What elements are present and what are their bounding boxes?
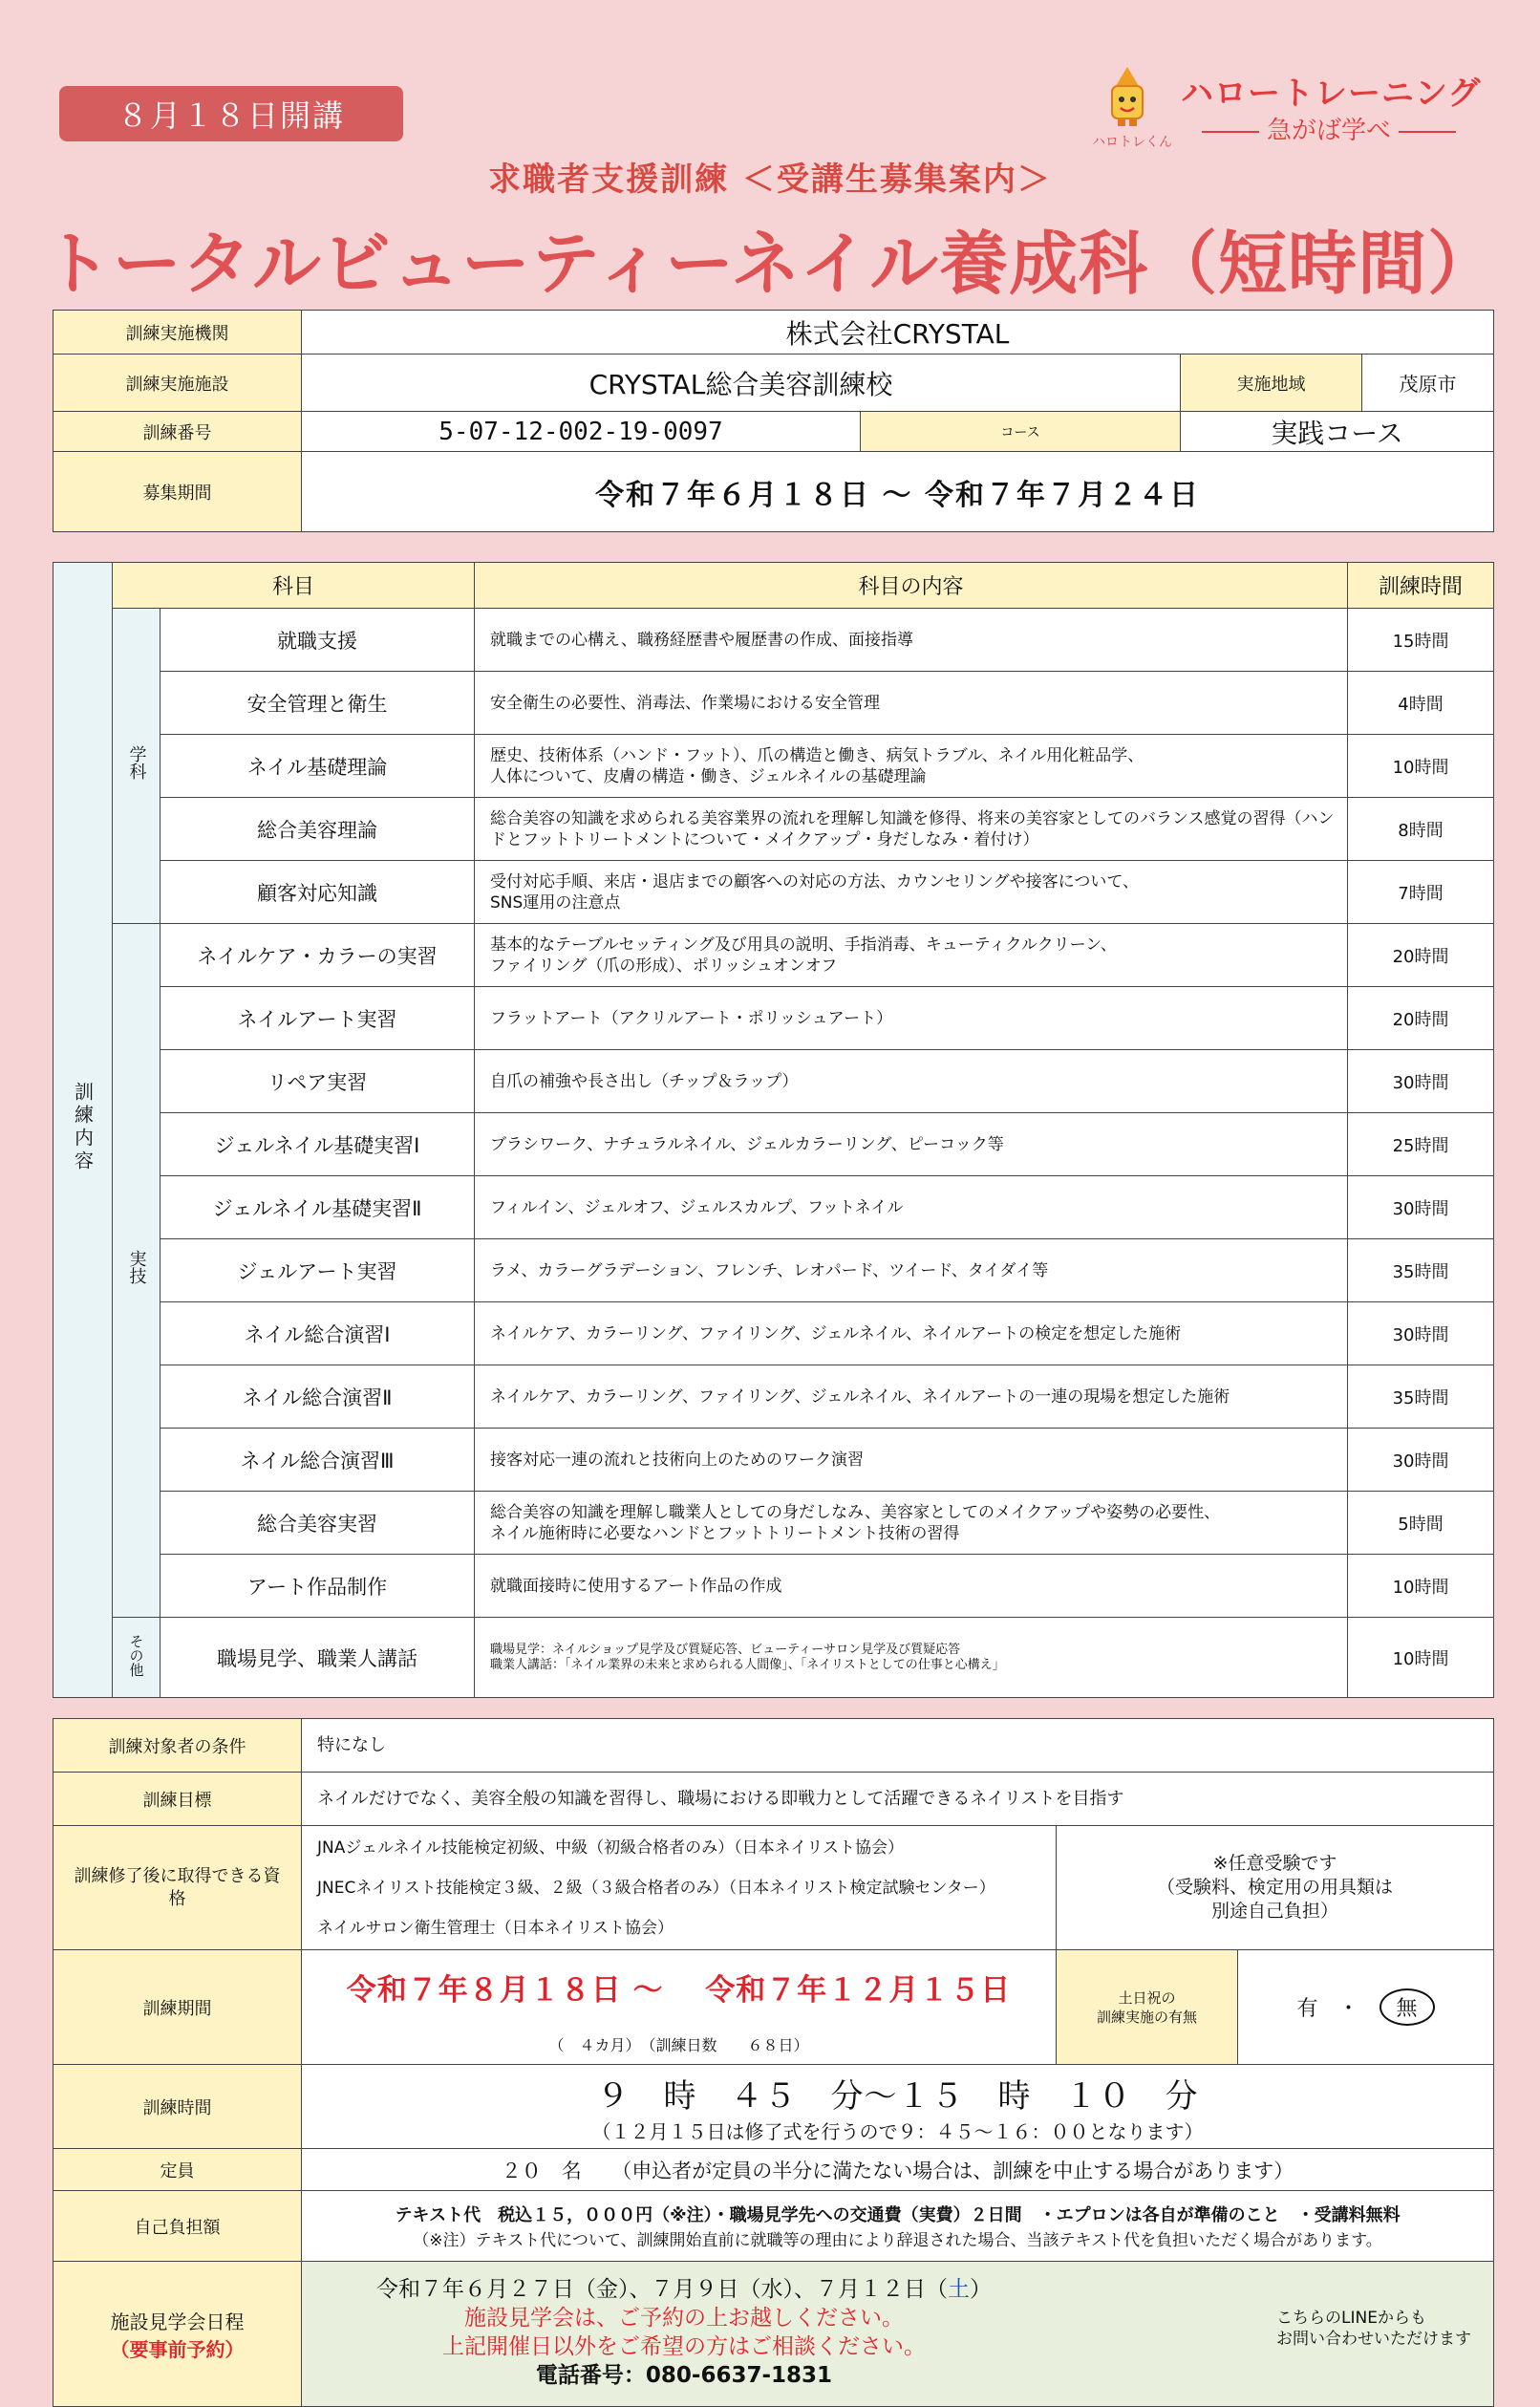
area-label: 実施地域 xyxy=(1181,355,1362,412)
target-value: 特になし xyxy=(302,1719,1494,1773)
subject-content: 就職面接時に使用するアート作品の作成 xyxy=(475,1555,1348,1618)
tour-label-note: （要事前予約） xyxy=(110,2337,245,2361)
subject-hours: 10時間 xyxy=(1348,1555,1494,1618)
subject-name: ネイル基礎理論 xyxy=(160,735,475,798)
facility-label: 訓練実施施設 xyxy=(53,355,302,412)
subject-hours: 8時間 xyxy=(1348,798,1494,861)
subject-hours: 30時間 xyxy=(1348,1429,1494,1492)
subject-hours: 30時間 xyxy=(1348,1050,1494,1113)
period-value: 令和７年６月１８日 ～ 令和７年７月２４日 xyxy=(302,452,1494,532)
subject-name: ネイル総合演習Ⅲ xyxy=(160,1429,475,1492)
hours-cell xyxy=(302,2065,1494,2149)
subject-hours: 5時間 xyxy=(1348,1492,1494,1555)
period-label: 募集期間 xyxy=(53,452,302,532)
subject-name: リペア実習 xyxy=(160,1050,475,1113)
category-other: その他 xyxy=(113,1618,160,1698)
subject-content: フィルイン、ジェルオフ、ジェルスカルプ、フットネイル xyxy=(475,1176,1348,1239)
header-subject: 科目 xyxy=(113,563,475,609)
brand-tagline: 急がば学べ xyxy=(1181,111,1477,146)
subject-content: 自爪の補強や長さ出し（チップ＆ラップ） xyxy=(475,1050,1348,1113)
subject-content: ブラシワーク、ナチュラルネイル、ジェルカラーリング、ピーコック等 xyxy=(475,1113,1348,1176)
subject-hours: 10時間 xyxy=(1348,1618,1494,1698)
qualification-item: ネイルサロン衛生管理士（日本ネイリスト協会） xyxy=(317,1918,674,1938)
subject-content: 基本的なテーブルセッティング及び用具の説明、手指消毒、キューティクルクリーン、 ファイリング（爪の形成）、ポリッシュオンオフ xyxy=(475,924,1348,987)
subject-content: 接客対応一連の流れと技術向上のためのワーク演習 xyxy=(475,1429,1348,1492)
cost-cell xyxy=(302,2191,1494,2262)
weekend-yes: 有 xyxy=(1296,1997,1318,2021)
hello-training-logo xyxy=(1089,65,1490,157)
subject-content: 職場見学：ネイルショップ見学及び質疑応答、ビューティーサロン見学及び質疑応答 職業人講話：「ネイル業界の未来と求められる人間像」、「ネイリストとしての仕事と心構え」 xyxy=(475,1618,1348,1698)
subject-content: 歴史、技術体系（ハンド・フット）、爪の構造と働き、病気トラブル、ネイル用化粧品学、 人体について、皮膚の構造・働き、ジェルネイルの基礎理論 xyxy=(475,735,1348,798)
tour-label: 施設見学会日程 xyxy=(110,2310,245,2333)
subject-hours: 30時間 xyxy=(1348,1176,1494,1239)
cost-value: テキスト代 税込１５，０００円（※注）・職場見学先への交通費（実費）２日間 ・エプロンは各自が準備のこと ・受講料無料 xyxy=(395,2205,1401,2225)
tour-dates: 令和７年６月２７日（金）、７月９日（水）、７月１２日（土） xyxy=(376,2277,992,2302)
mascot-icon xyxy=(1099,65,1156,128)
goal-value: ネイルだけでなく、美容全般の知識を習得し、職場における即戦力として活躍できるネイリストを目指す xyxy=(302,1773,1494,1826)
subject-name: 安全管理と衛生 xyxy=(160,672,475,735)
org-value: 株式会社CRYSTAL xyxy=(302,311,1494,355)
line-note: こちらのLINEからも お問い合わせいただけます xyxy=(1276,2309,1471,2349)
subject-name: 顧客対応知識 xyxy=(160,861,475,924)
weekend-label: 土日祝の 訓練実施の有無 xyxy=(1057,1950,1238,2065)
tour-label-cell xyxy=(53,2262,302,2407)
subject-hours: 20時間 xyxy=(1348,924,1494,987)
number-label: 訓練番号 xyxy=(53,412,302,452)
hours-note: （１２月１５日は修了式を行うので９：４５～１６：００となります） xyxy=(591,2119,1204,2143)
term-label: 訓練期間 xyxy=(53,1950,302,2065)
subject-name: ジェルアート実習 xyxy=(160,1239,475,1302)
subject-name: 就職支援 xyxy=(160,609,475,672)
weekend-value: 有 ・ 無 xyxy=(1238,1950,1494,2065)
subject-name: ネイルアート実習 xyxy=(160,987,475,1050)
subject-hours: 35時間 xyxy=(1348,1239,1494,1302)
subject-hours: 7時間 xyxy=(1348,861,1494,924)
category-practical: 実技 xyxy=(113,924,160,1618)
category-academic: 学科 xyxy=(113,609,160,924)
subject-hours: 15時間 xyxy=(1348,609,1494,672)
subject-content: ネイルケア、カラーリング、ファイリング、ジェルネイル、ネイルアートの一連の現場を想定した施術 xyxy=(475,1365,1348,1429)
hours-label: 訓練時間 xyxy=(53,2065,302,2149)
details-table xyxy=(53,1718,1494,2407)
subject-name: ジェルネイル基礎実習Ⅱ xyxy=(160,1176,475,1239)
header-hours: 訓練時間 xyxy=(1348,563,1494,609)
header-content: 科目の内容 xyxy=(475,563,1348,609)
capacity-label: 定員 xyxy=(53,2149,302,2191)
weekend-no-circled: 無 xyxy=(1380,1988,1435,2026)
subject-name: ネイル総合演習Ⅰ xyxy=(160,1302,475,1365)
subject-name: 総合美容理論 xyxy=(160,798,475,861)
tour-consult-note: 上記開催日以外をご希望の方はご相談ください。 xyxy=(442,2334,926,2359)
subject-content: 総合美容の知識を理解し職業人としての身だしなみ、美容家としてのメイクアップや姿勢の必要性、 ネイル施術時に必要なハンドとフットトリートメント技術の習得 xyxy=(475,1492,1348,1555)
course-value: 実践コース xyxy=(1181,412,1494,452)
brand-name: ハロートレーニング xyxy=(1181,75,1482,113)
number-value: 5-07-12-002-19-0097 xyxy=(302,412,861,452)
tour-saturday: 土 xyxy=(948,2277,970,2302)
subject-hours: 4時間 xyxy=(1348,672,1494,735)
qualification-item: JNAジェルネイル技能検定初級、中級（初級合格者のみ）（日本ネイリスト協会） xyxy=(317,1837,904,1858)
cost-note: （※注）テキスト代について、訓練開始直前に就職等の理由により辞退された場合、当該テキスト代を負担いただく場合があります。 xyxy=(413,2231,1382,2250)
target-label: 訓練対象者の条件 xyxy=(53,1719,302,1773)
subject-name: ネイルケア・カラーの実習 xyxy=(160,924,475,987)
tour-phone: 電話番号：080-6637-1831 xyxy=(535,2363,833,2388)
subject-hours: 20時間 xyxy=(1348,987,1494,1050)
term-sub: （ ４カ月） （訓練日数 ６８日） xyxy=(548,2035,809,2054)
subject-hours: 30時間 xyxy=(1348,1302,1494,1365)
subject-hours: 25時間 xyxy=(1348,1113,1494,1176)
quals-label: 訓練修了後に取得できる資格 xyxy=(53,1826,302,1950)
subject-name: ネイル総合演習Ⅱ xyxy=(160,1365,475,1429)
subject-content: ラメ、カラーグラデーション、フレンチ、レオパード、ツイード、タイダイ等 xyxy=(475,1239,1348,1302)
qualification-item: JNECネイリスト技能検定３級、２級（３級合格者のみ）（日本ネイリスト検定試験センター） xyxy=(317,1878,995,1898)
area-value: 茂原市 xyxy=(1362,355,1494,412)
term-value: 令和７年８月１８日 ～ 令和７年１２月１５日 xyxy=(346,1972,1012,2008)
facility-value: CRYSTAL総合美容訓練校 xyxy=(302,355,1181,412)
subject-hours: 10時間 xyxy=(1348,735,1494,798)
subject-hours: 35時間 xyxy=(1348,1365,1494,1429)
term-cell xyxy=(302,1950,1057,2065)
info-table xyxy=(53,310,1494,532)
subject-content: 総合美容の知識を求められる美容業界の流れを理解し知識を修得、将来の美容家としてのバランス感覚の習得（ハン ドとフットトリートメントについて・メイクアップ・身だしなみ・着付け） xyxy=(475,798,1348,861)
subject-name: ジェルネイル基礎実習Ⅰ xyxy=(160,1113,475,1176)
course-label: コース xyxy=(861,412,1181,452)
subject-content: 受付対応手順、来店・退店までの顧客への対応の方法、カウンセリングや接客について、 SNS運用の注意点 xyxy=(475,861,1348,924)
subject-content: 就職までの心構え、職務経歴書や履歴書の作成、面接指導 xyxy=(475,609,1348,672)
quals-list xyxy=(302,1826,1057,1950)
curriculum-side-label: 訓練内容 xyxy=(53,563,113,1698)
subject-content: フラットアート（アクリルアート・ポリッシュアート） xyxy=(475,987,1348,1050)
quals-note: ※任意受験です （受験料、検定用の用具類は 別途自己負担） xyxy=(1057,1826,1494,1950)
tour-cell xyxy=(302,2262,1494,2407)
mascot-name: ハロトレくん xyxy=(1092,135,1172,150)
curriculum-table xyxy=(53,562,1494,1698)
hours-value: ９ 時 ４５ 分～１５ 時 １０ 分 xyxy=(596,2076,1199,2116)
subject-content: 安全衛生の必要性、消毒法、作業場における安全管理 xyxy=(475,672,1348,735)
page-subtitle: 求職者支援訓練 ＜受講生募集案内＞ xyxy=(488,161,1052,199)
tour-reservation-note: 施設見学会は、ご予約の上お越しください。 xyxy=(464,2306,904,2331)
subject-name: 総合美容実習 xyxy=(160,1492,475,1555)
goal-label: 訓練目標 xyxy=(53,1773,302,1826)
subject-name: 職場見学、職業人講話 xyxy=(160,1618,475,1698)
subject-content: ネイルケア、カラーリング、ファイリング、ジェルネイル、ネイルアートの検定を想定した施術 xyxy=(475,1302,1348,1365)
opening-date-badge: ８月１８日開講 xyxy=(59,86,403,141)
capacity-value: ２０ 名 （申込者が定員の半分に満たない場合は、訓練を中止する場合があります） xyxy=(302,2149,1494,2191)
subject-name: アート作品制作 xyxy=(160,1555,475,1618)
org-label: 訓練実施機関 xyxy=(53,311,302,355)
cost-label: 自己負担額 xyxy=(53,2191,302,2262)
page-title: トータルビューティーネイル養成科（短時間） xyxy=(42,224,1498,304)
